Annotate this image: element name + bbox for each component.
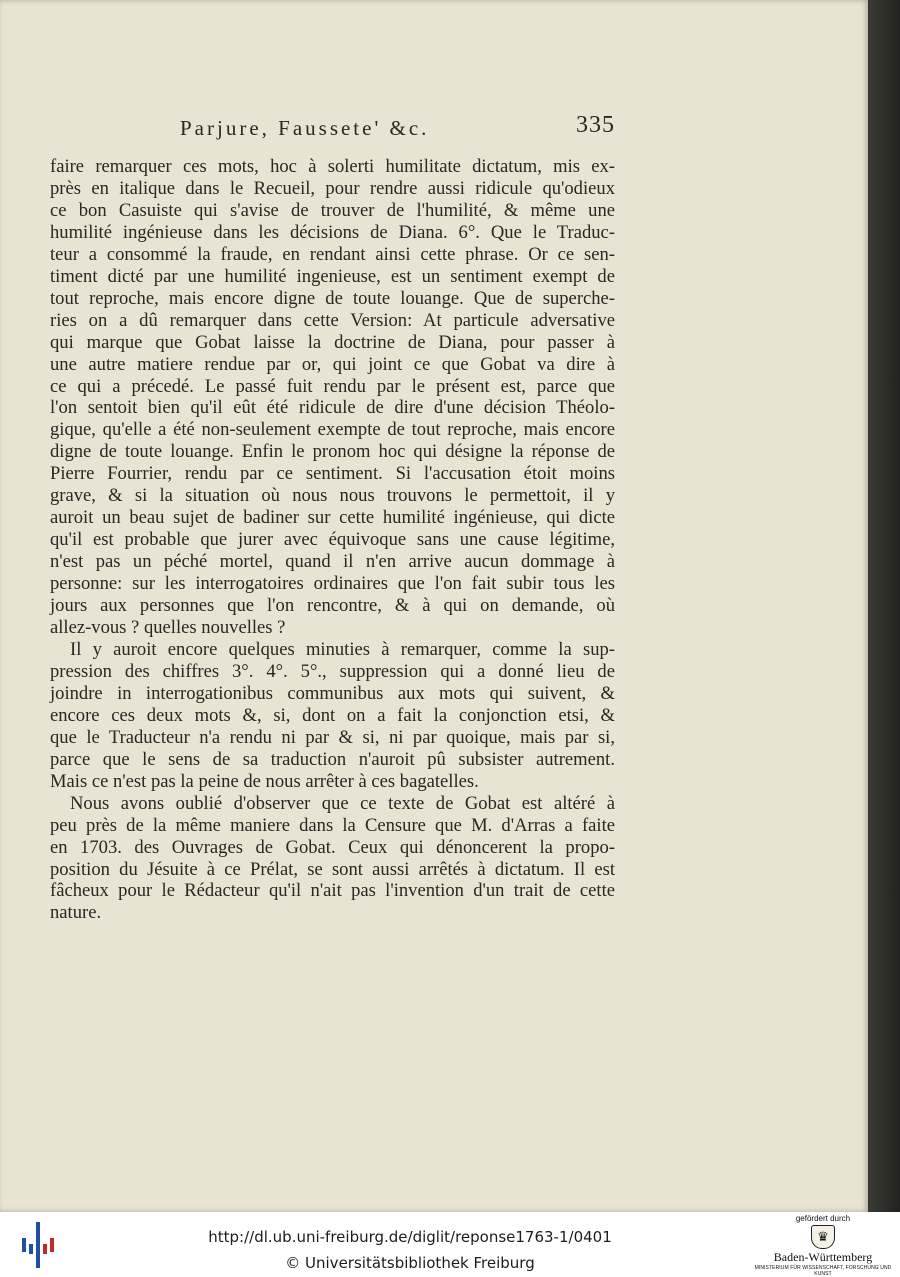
text-line: teur a consommé la fraude, en rendant ainsi cette phrase. Or ce sen-	[50, 243, 615, 265]
text-line: Mais ce n'est pas la peine de nous arrêter à ces bagatelles.	[50, 770, 479, 792]
text-line: l'on sentoit bien qu'il eût été ridicule de dire d'une décision Théolo-	[50, 397, 615, 419]
text-line: ries on a dû remarquer dans cette Version: At particule adversative	[50, 309, 615, 331]
text-line: ce qui a précedé. Le passé fuit rendu par le présent est, parce que	[50, 375, 615, 397]
copyright-notice: © Universitätsbibliothek Freiburg	[285, 1254, 535, 1272]
text-line: faire remarquer ces mots, hoc à solerti humilitate dictatum, mis ex-	[50, 156, 615, 177]
viewer-footer	[0, 1212, 900, 1277]
text-line: Pierre Fourrier, rendu par ce sentiment. Si l'accusation étoit moins	[50, 463, 615, 485]
text-line: Nous avons oublié d'observer que ce texte de Gobat est altéré à	[70, 792, 615, 814]
text-line: n'est pas un péché mortel, quand il n'en arrive aucun dommage à	[50, 551, 615, 573]
bw-crest-icon: ♛	[811, 1225, 835, 1249]
page-number: 335	[576, 112, 615, 138]
text-line: peu près de la même maniere dans la Censure que M. d'Arras a faite	[50, 814, 615, 836]
text-line: jours aux personnes que l'on rencontre, & à qui on demande, où	[50, 595, 615, 617]
text-line: pression des chiffres 3°. 4°. 5°., suppression qui a donné lieu de	[50, 660, 615, 682]
text-line: que le Traducteur n'a rendu ni par & si, ni par quoique, mais par si,	[50, 726, 615, 748]
text-line: tout reproche, mais encore digne de toute louange. Que de superche-	[50, 287, 615, 309]
text-line: allez-vous ? quelles nouvelles ?	[50, 617, 286, 639]
text-line: parce que le sens de sa traduction n'auroit pû subsister autrement.	[50, 748, 615, 770]
text-line: joindre in interrogationibus communibus aux mots qui suivent, &	[50, 682, 615, 704]
text-line: Il y auroit encore quelques minuties à remarquer, comme la sup-	[70, 638, 615, 660]
body-text	[50, 156, 615, 924]
sponsor-label: gefördert durch	[795, 1214, 851, 1223]
sponsor-ministry: MINISTERIUM FÜR WISSENSCHAFT, FORSCHUNG UND KUNST	[754, 1265, 892, 1277]
text-line: près en italique dans le Recueil, pour rendre aussi ridicule qu'odieux	[50, 177, 615, 199]
text-line: personne: sur les interrogatoires ordinaires que l'on fait subir tous les	[50, 573, 615, 595]
text-line: nature.	[50, 902, 102, 924]
text-line: qu'il est probable que jurer avec équivoque sans une cause légitime,	[50, 529, 615, 551]
text-line: grave, & si la situation où nous nous trouvons le permettoit, il y	[50, 485, 615, 507]
text-line: humilité ingénieuse dans les décisions de Diana. 6°. Que le Traduc-	[50, 221, 615, 243]
text-line: position du Jésuite à ce Prélat, se sont aussi arrêtés à dictatum. Il est	[50, 858, 615, 880]
text-line: encore ces deux mots &, si, dont on a fait la conjonction etsi, &	[50, 704, 615, 726]
text-line: digne de toute louange. Enfin le pronom hoc qui désigne la réponse de	[50, 441, 615, 463]
text-line: gique, qu'elle a été non-seulement exempte de tout reproche, mais encore	[50, 419, 615, 441]
running-head: Parjure, Faussete' &c.	[180, 116, 430, 140]
text-line: timent dicté par une humilité ingenieuse, est un sentiment exempt de	[50, 265, 615, 287]
text-line: en 1703. des Ouvrages de Gobat. Ceux qui dénoncerent la propo-	[50, 836, 615, 858]
permalink-url[interactable]: http://dl.ub.uni-freiburg.de/diglit/reponse1763-1/0401	[208, 1228, 612, 1246]
text-line: ce bon Casuiste qui s'avise de trouver de l'humilité, & même une	[50, 199, 615, 221]
text-line: fâcheux pour le Rédacteur qu'il n'ait pas l'invention d'un trait de cette	[50, 880, 615, 902]
sponsor-block	[748, 1214, 898, 1276]
book-edge	[868, 0, 900, 1212]
text-line: une autre matiere rendue par or, qui joint ce que Gobat va dire à	[50, 353, 615, 375]
text-line: auroit un beau sujet de badiner sur cette humilité ingénieuse, qui dicte	[50, 507, 615, 529]
text-line: qui marque que Gobat laisse la doctrine de Diana, pour passer à	[50, 331, 615, 353]
sponsor-land: Baden-Württemberg	[773, 1250, 873, 1264]
